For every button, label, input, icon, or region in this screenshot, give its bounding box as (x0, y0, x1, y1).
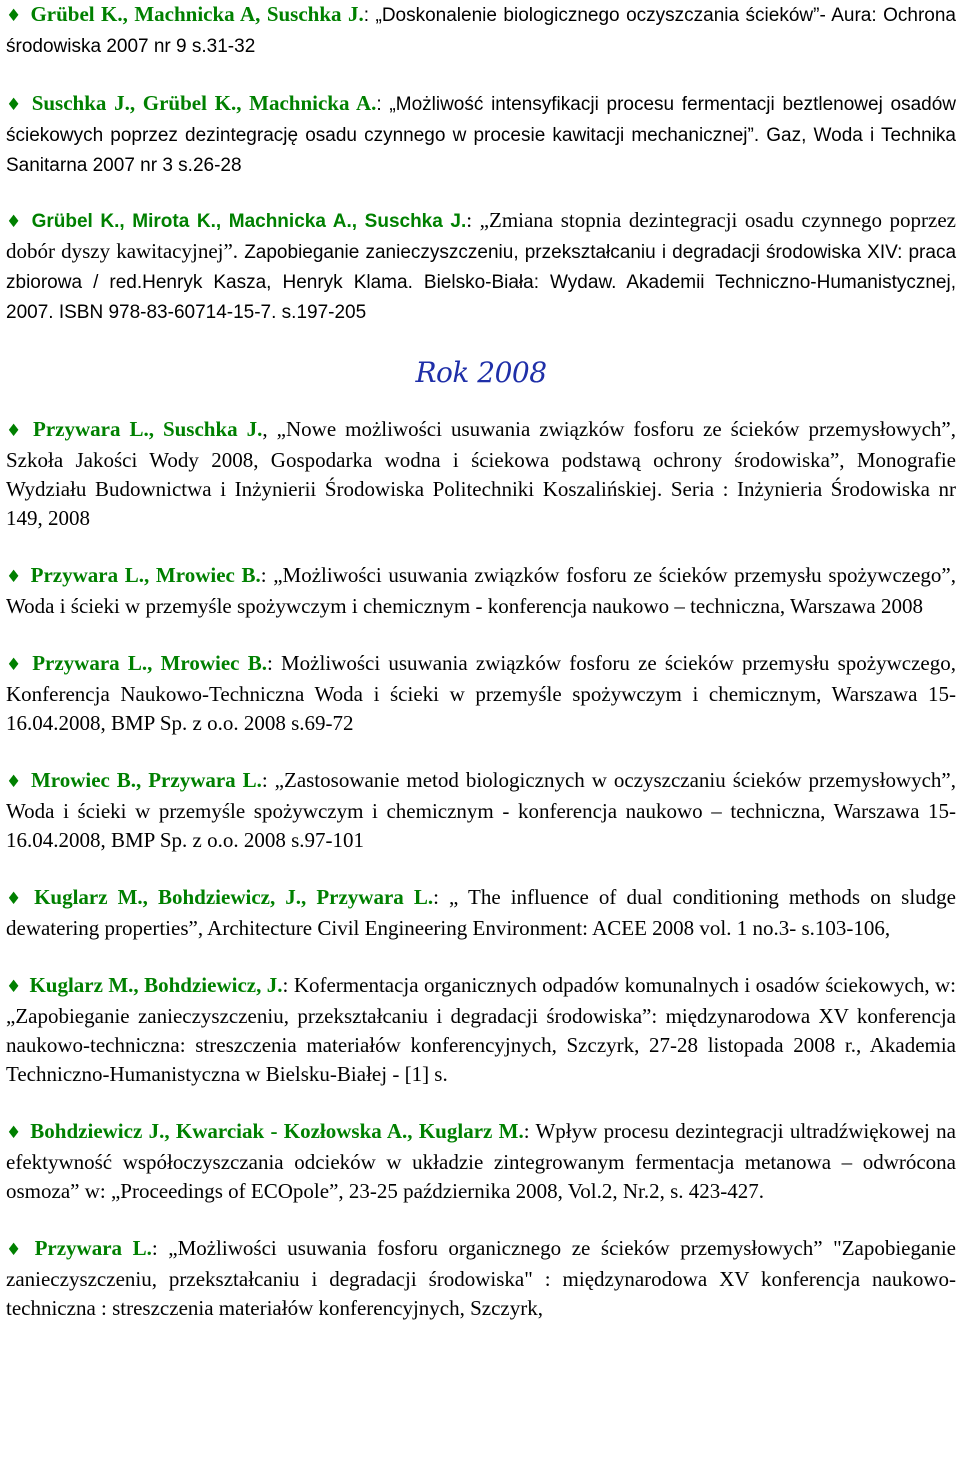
diamond-bullet-icon: ♦ (6, 212, 24, 232)
bibliography-entry (6, 206, 956, 327)
entry-authors: Suschka J., Grübel K., Machnicka A. (31, 91, 377, 115)
entry-text: : „Zastosowanie metod biologicznych w oczyszczaniu ścieków przemysłowych”, Woda i ścieki w przemyśle spożywczym i chemicznym - konferencja naukowo – techniczna, Warszawa 15-16.04.2008, BMP Sp. z o.o. 2008 s.97-101 (6, 768, 956, 852)
entry-text: : Wpływ procesu dezintegracji ultradźwiękowej na efektywność współoczyszczania odcieków w układzie zintegrowanym fermentacja metanowa – odwrócona osmoza” w: „Proceedings of ECOpole”, 23-25 października 2008, Vol.2, Nr.2, s. 423-427. (6, 1119, 956, 1203)
entry-text: , „Nowe możliwości usuwania związków fosforu ze ścieków przemysłowych”, Szkoła Jakości Wody 2008, Gospodarka wodna i ściekowa podstawą ochrony środowiska”, Monografie Wydziału Budownictwa i Inżynierii Środowiska Politechniki Koszalińskiej. Seria : Inżynieria Środowiska nr 149, 2008 (6, 417, 957, 530)
bibliography-entry (6, 0, 956, 61)
entry-authors: Przywara L., Suschka J. (33, 417, 263, 441)
bibliography-entry (6, 883, 956, 943)
diamond-bullet-icon: ♦ (6, 1240, 27, 1260)
diamond-bullet-icon: ♦ (6, 567, 23, 587)
entry-text: : „Możliwości usuwania fosforu organicznego ze ścieków przemysłowych” "Zapobieganie zanieczyszczeniu, przekształcaniu i degradacji środowiska" : międzynarodowa XV konferencja naukowo-techniczna : streszczenia materiałów konferencyjnych, Szczyrk, (6, 1236, 956, 1320)
entry-authors: Przywara L., Mrowiec B. (30, 563, 261, 587)
entry-text: : Kofermentacja organicznych odpadów komunalnych i osadów ściekowych, w: „Zapobieganie zanieczyszczeniu, przekształcaniu i degradacji środowiska”: międzynarodowa XV konferencja naukowo-techniczna: streszczenia materiałów konferencyjnych, Szczyrk, 27-28 listopada 2008 r., Akademia Techniczno-Humanistyczna w Bielsku-Białej - [1] s. (6, 973, 957, 1086)
diamond-bullet-icon: ♦ (6, 6, 23, 26)
bibliography-entry (6, 649, 956, 738)
entry-authors: Przywara L., Mrowiec B. (32, 651, 267, 675)
entry-authors: Kuglarz M., Bohdziewicz, J., Przywara L. (34, 885, 434, 909)
bibliography-entry (6, 561, 956, 621)
bibliography-entry (6, 971, 956, 1089)
diamond-bullet-icon: ♦ (6, 889, 27, 909)
entry-authors: Przywara L. (34, 1236, 152, 1260)
entry-text: : Możliwości usuwania związków fosforu ze ścieków przemysłu spożywczego, Konferencja Naukowo-Techniczna Woda i ścieki w przemyśle spożywczym i chemicznym, Warszawa 15-16.04.2008, BMP Sp. z o.o. 2008 s.69-72 (6, 651, 956, 735)
bibliography-entry (6, 1117, 956, 1206)
entry-authors: Bohdziewicz J., Kwarciak - Kozłowska A., Kuglarz M. (30, 1119, 524, 1143)
entry-text-continued: Zapobieganie zanieczyszczeniu, przekształcaniu i degradacji środowiska XIV: praca zbiorowa / red.Henryk Kasza, Henryk Klama. Bielsko-Biała: Wydaw. Akademii Techniczno-Humanistycznej, 2007. ISBN 978-83-60714-15-7. s.197-205 (6, 242, 957, 323)
entry-text: : „Możliwości usuwania związków fosforu ze ścieków przemysłu spożywczego”, Woda i ścieki w przemyśle spożywczym i chemicznym - konferencja naukowo – techniczna, Warszawa 2008 (6, 563, 957, 618)
entry-authors: Grübel K., Machnicka A, Suschka J. (30, 2, 364, 26)
entry-authors: Mrowiec B., Przywara L. (30, 768, 262, 792)
year-heading: Rok 2008 (415, 356, 547, 389)
diamond-bullet-icon: ♦ (6, 1123, 23, 1143)
diamond-bullet-icon: ♦ (6, 655, 25, 675)
entry-text: : „Zmiana stopnia dezintegracji osadu czynnego poprzez dobór dyszy kawitacyjnej”. (6, 208, 956, 263)
entry-text: : „Doskonalenie biologicznego oczyszczania ścieków”- Aura: Ochrona środowiska 2007 nr 9 s.31-32 (6, 5, 956, 57)
entry-text: : „ The influence of dual conditioning methods on sludge dewatering properties”, Architecture Civil Engineering Environment: ACEE 2008 vol. 1 no.3- s.103-106, (6, 885, 956, 940)
diamond-bullet-icon: ♦ (6, 421, 25, 441)
bibliography-entry (6, 415, 956, 533)
diamond-bullet-icon: ♦ (6, 977, 22, 997)
bibliography-entry (6, 766, 956, 855)
entry-text: : „Możliwość intensyfikacji procesu fermentacji beztlenowej osadów ściekowych poprzez dezintegrację osadu czynnego w procesie kawitacji mechanicznej”. Gaz, Woda i Technika Sanitarna 2007 nr 3 s.26-28 (6, 94, 956, 176)
diamond-bullet-icon: ♦ (6, 95, 24, 115)
entry-authors: Grübel K., Mirota K., Machnicka A., Suschka J. (31, 211, 467, 232)
bibliography-entry (6, 1234, 956, 1323)
diamond-bullet-icon: ♦ (6, 772, 23, 792)
bibliography-entry (6, 89, 956, 180)
entry-authors: Kuglarz M., Bohdziewicz, J. (29, 973, 283, 997)
